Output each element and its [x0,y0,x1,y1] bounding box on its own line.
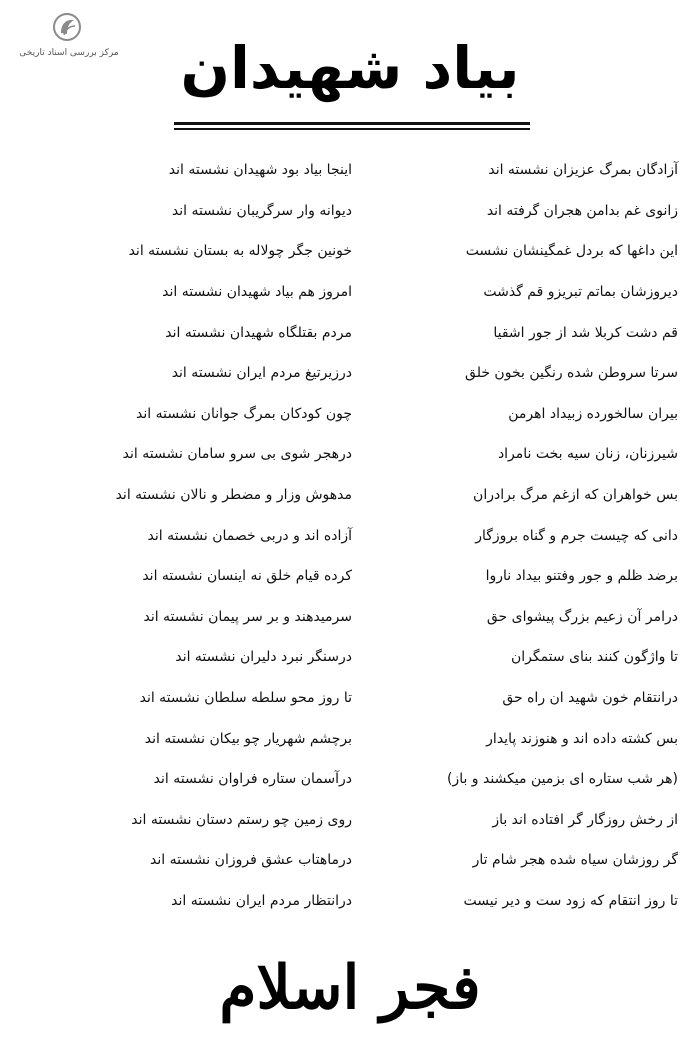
verse-row [22,231,678,272]
title-underline-second [174,128,530,130]
verse-row [22,515,678,556]
verse-row [22,475,678,516]
verse-second-hemistich: درزیرتیغ مردم ایران نشسته اند [171,365,352,382]
verse-first-hemistich: درانتقام خون شهید ان راه حق [502,690,678,707]
title-underline [174,122,530,125]
verse-row [22,637,678,678]
verse-first-hemistich: این داغها که بردل غمگینشان نشست [465,243,678,260]
verse-second-hemistich: امروز هم بیاد شهیدان نشسته اند [162,284,352,301]
verse-row [22,759,678,800]
archive-logo-text: مرکز بررسی اسناد تاریخی [19,48,119,58]
verse-second-hemistich: اینجا بیاد بود شهیدان نشسته اند [168,162,352,179]
verse-second-hemistich: خونین جگر چولاله به بستان نشسته اند [128,243,352,260]
signature-text: فجر اسلام [219,953,481,1023]
verse-second-hemistich: درآسمان ستاره فراوان نشسته اند [153,771,352,788]
poem-title: بیاد شهیدان [180,34,520,102]
verse-row [22,434,678,475]
verse-row [22,150,678,191]
verse-row [22,840,678,881]
verse-first-hemistich: دانی که چیست جرم و گناه بروزگار [475,527,678,544]
verse-first-hemistich: برضد ظلم و جور وفتنو بیداد ناروا [485,568,678,585]
verse-second-hemistich: دیوانه وار سرگریبان نشسته اند [171,202,352,219]
verse-first-hemistich: دیروزشان بماتم تبریزو قم گذشت [483,284,678,301]
verse-first-hemistich: تا واژگون کنند بنای ستمگران [510,649,678,666]
verse-row [22,718,678,759]
verse-second-hemistich: برچشم شهریار چو بیکان نشسته اند [144,730,352,747]
verse-first-hemistich: بیران سالخورده زبیداد اهرمن [508,405,678,422]
signature-block [0,928,700,1038]
verse-second-hemistich: آزاده اند و دربی خصمان نشسته اند [147,527,352,544]
verse-second-hemistich: درهجر شوی بی سرو سامان نشسته اند [122,446,352,463]
verse-second-hemistich: چون کودکان بمرگ جوانان نشسته اند [136,405,352,422]
verse-row [22,800,678,841]
verse-row [22,881,678,922]
verse-row [22,272,678,313]
verse-first-hemistich: درامر آن زعیم بزرگ پیشوای حق [486,608,678,625]
verse-first-hemistich: از رخش روزگار گر افتاده اند باز [492,811,678,828]
verse-first-hemistich: گر روزشان سیاه شده هجر شام تار [472,852,678,869]
verse-second-hemistich: مدهوش وزار و مضطر و نالان نشسته اند [115,487,352,504]
verse-row [22,394,678,435]
verse-row [22,191,678,232]
verse-second-hemistich: کرده قیام خلق نه اینسان نشسته اند [142,568,352,585]
verse-row [22,678,678,719]
verse-first-hemistich: تا روز انتقام که زود ست و دیر نیست [463,892,678,909]
verse-first-hemistich: قم دشت کربلا شد از جور اشقیا [493,324,678,341]
verse-first-hemistich: بس خواهران که ازغم مرگ برادران [473,487,678,504]
verse-first-hemistich: زانوی غم بدامن هجران گرفته اند [486,202,678,219]
verse-first-hemistich: آزادگان بمرگ عزیزان نشسته اند [488,162,678,179]
verse-row [22,312,678,353]
verse-first-hemistich: شیرزنان، زنان سیه بخت نامراد [497,446,678,463]
verse-first-hemistich: بس کشته داده اند و هنوزند پایدار [486,730,678,747]
poem-body [22,150,678,921]
verse-row [22,597,678,638]
verse-second-hemistich: تا روز محو سلطه سلطان نشسته اند [139,690,352,707]
verse-second-hemistich: درماهتاب عشق فروزان نشسته اند [150,852,352,869]
verse-second-hemistich: سرمیدهند و بر سر پیمان نشسته اند [143,608,352,625]
verse-row [22,556,678,597]
verse-second-hemistich: روی زمین چو رستم دستان نشسته اند [131,811,352,828]
verse-second-hemistich: مردم بقتلگاه شهیدان نشسته اند [165,324,352,341]
verse-second-hemistich: درانتظار مردم ایران نشسته اند [171,892,352,909]
verse-row [22,353,678,394]
verse-first-hemistich: (هر شب ستاره ای بزمین میکشند و باز) [446,771,678,788]
verse-first-hemistich: سرتا سروطن شده رنگین بخون خلق [465,365,678,382]
verse-second-hemistich: درسنگر نبرد دلیران نشسته اند [175,649,352,666]
